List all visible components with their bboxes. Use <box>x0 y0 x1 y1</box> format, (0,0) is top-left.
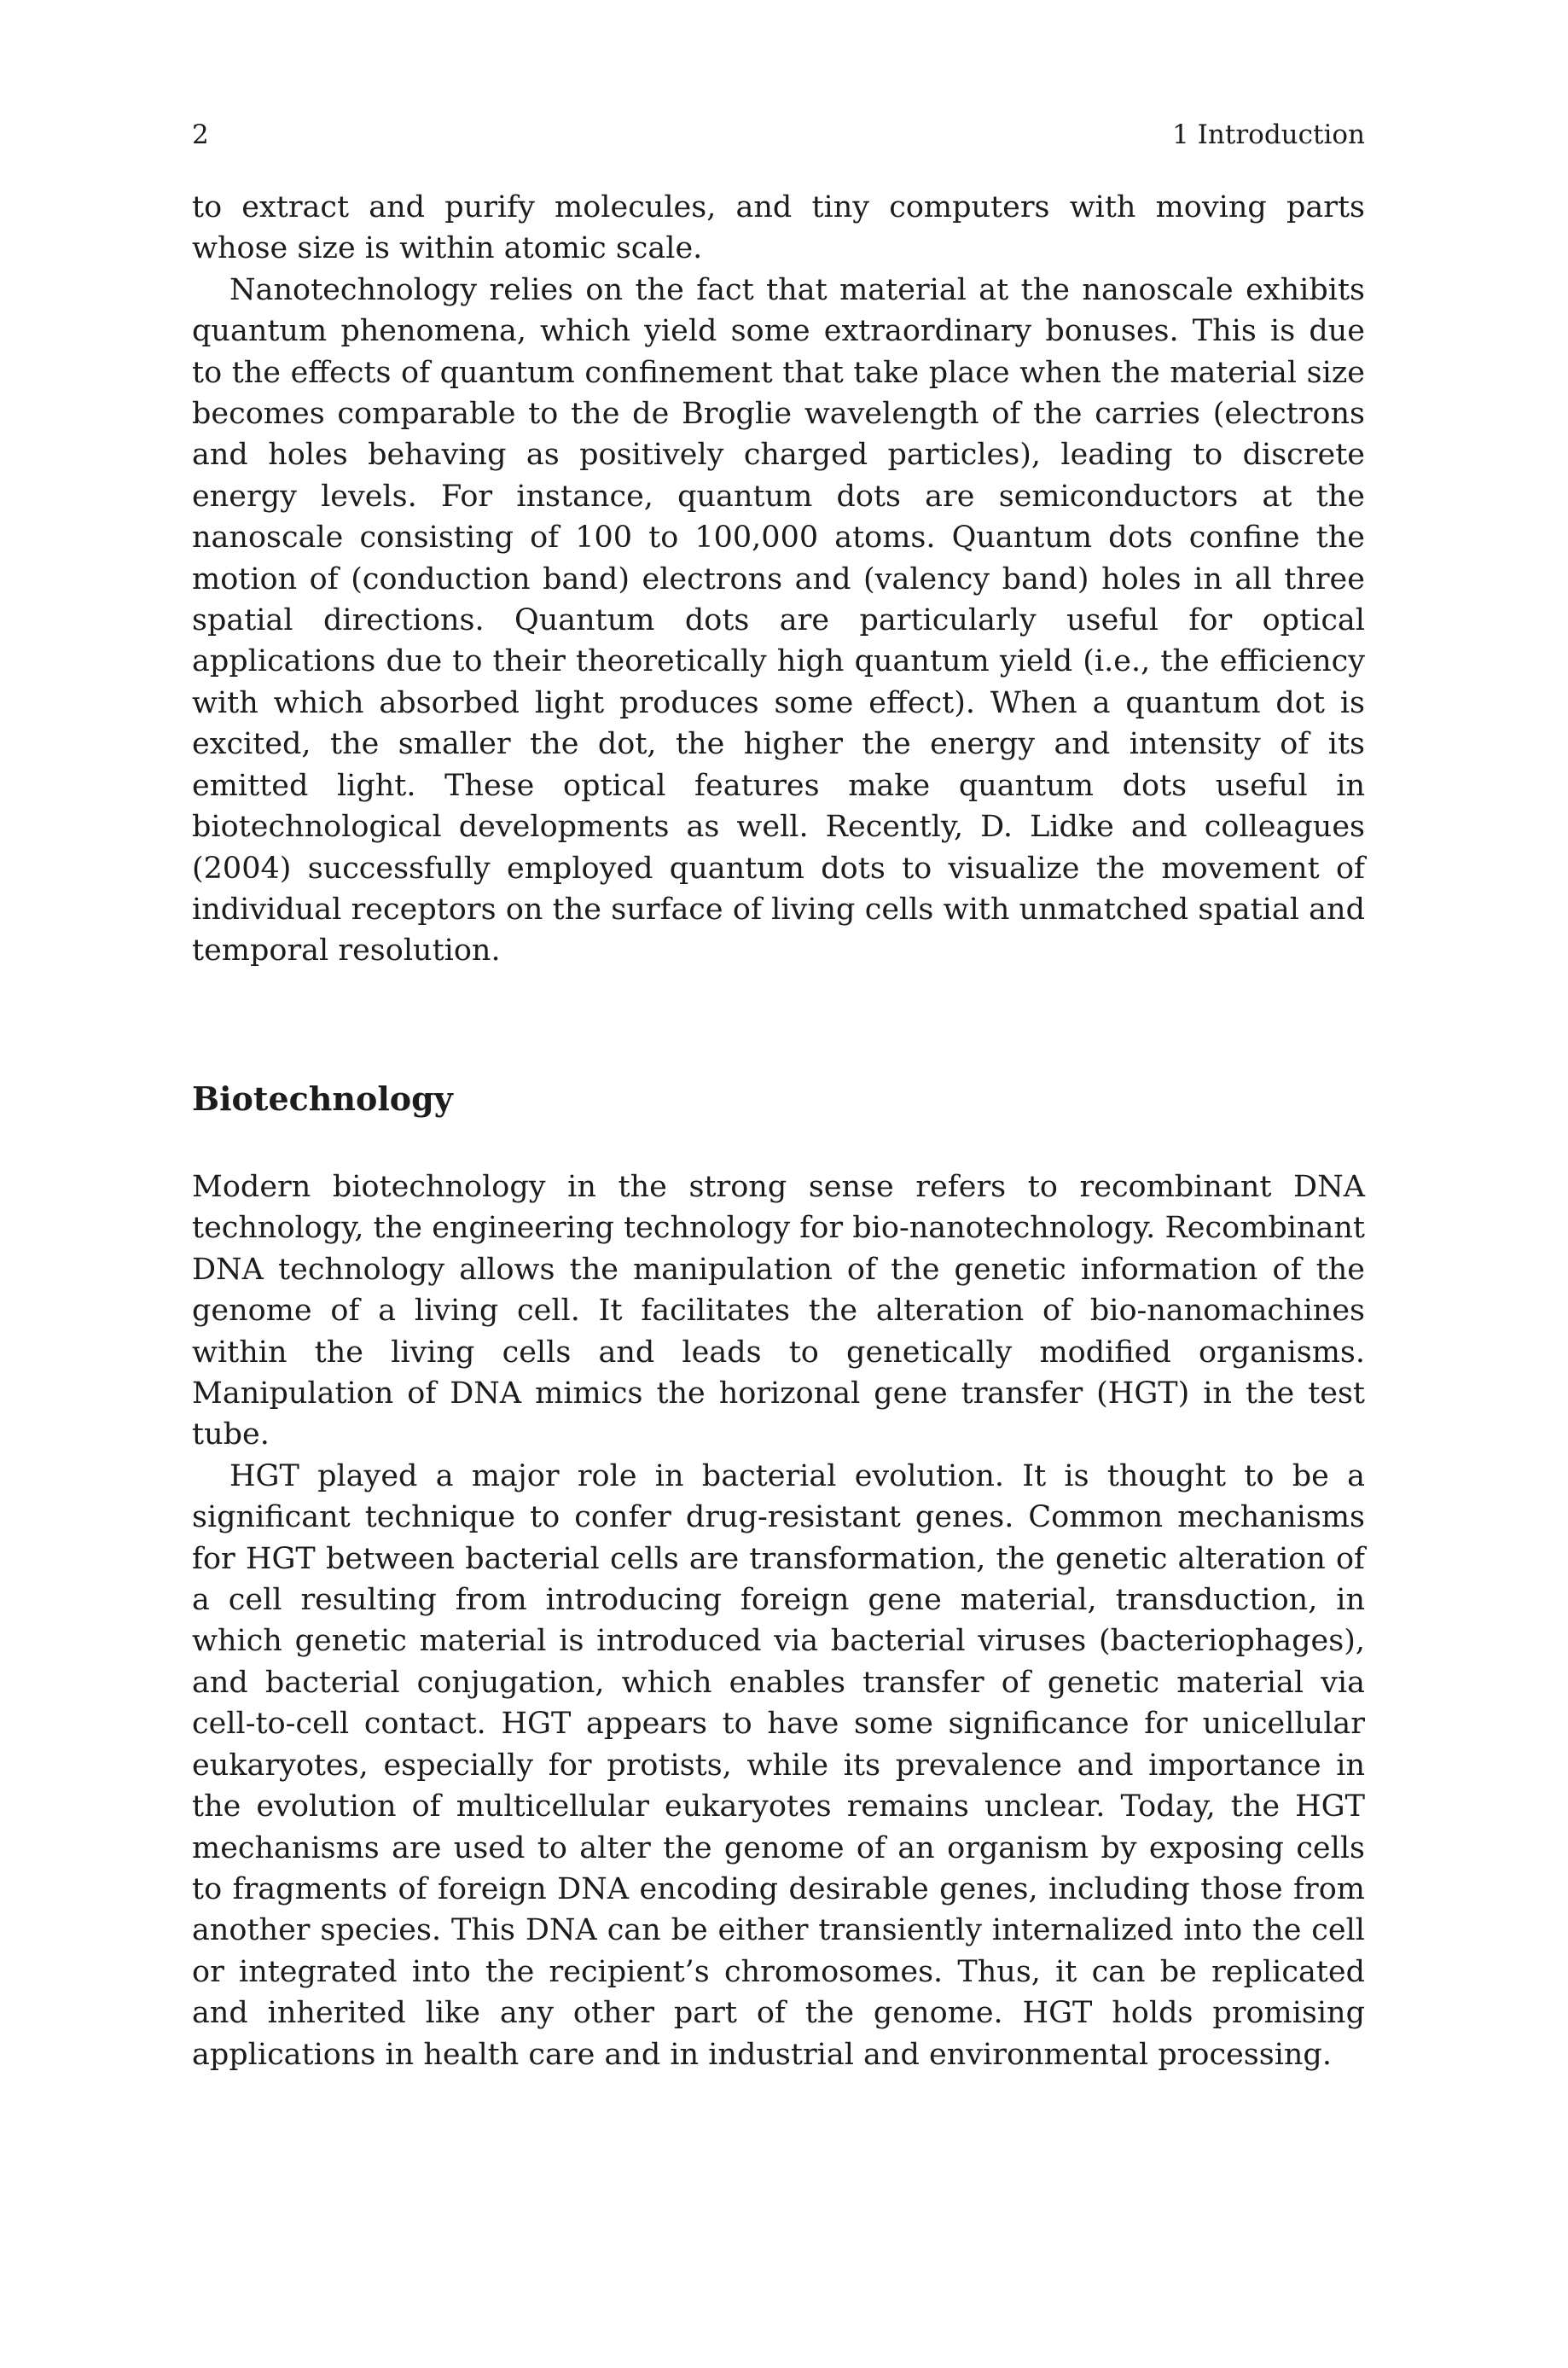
body-text-after-heading <box>192 1167 1365 2075</box>
running-head <box>192 116 1365 154</box>
chapter-title: 1 Introduction <box>1172 119 1365 150</box>
paragraph-nanotechnology: Nanotechnology relies on the fact that material at the nanoscale exhibits quantum phenomena, which yield some extraordinary bonuses. This is due to the effects of quantum confinement that take place when the material size becomes comparable to the de Broglie wavelength of the carries (electrons and holes behaving as positively charged particles), leading to discrete energy levels. For instance, quantum dots are semiconductors at the nanoscale consisting of 100 to 100,000 atoms. Quantum dots confine the motion of (conduction band) electrons and (valency band) holes in all three spatial directions. Quantum dots are particularly useful for optical applications due to their theoretically high quantum yield (i.e., the efficiency with which absorbed light produces some effect). When a quantum dot is excited, the smaller the dot, the higher the energy and intensity of its emitted light. These optical features make quantum dots useful in biotechnological developments as well. Recently, D. Lidke and colleagues (2004) successfully employed quantum dots to visualize the movement of individual receptors on the surface of living cells with unmatched spatial and temporal resolution. <box>192 272 1365 969</box>
body-text-before-heading <box>192 187 1365 972</box>
paragraph-continuation: to extract and purify molecules, and tiny computers with moving parts whose size is within atomic scale. <box>192 190 1365 266</box>
paragraph-modern-biotechnology: Modern biotechnology in the strong sense refers to recombinant DNA technology, the engineering technology for bio-nanotechnology. Recombinant DNA technology allows the manipulation of the genetic information of the genome of a living cell. It facilitates the alteration of bio-nanomachines within the living cells and leads to genetically modified organisms. Manipulation of DNA mimics the horizonal gene transfer (HGT) in the test tube. <box>192 1170 1365 1452</box>
paragraph-hgt: HGT played a major role in bacterial evolution. It is thought to be a significant technique to confer drug-resistant genes. Common mechanisms for HGT between bacterial cells are transformation, the genetic alteration of a cell resulting from introducing foreign gene material, transduction, in which genetic material is introduced via bacterial viruses (bacteriophages), and bacterial conjugation, which enables transfer of genetic material via cell-to-cell contact. HGT appears to have some significance for unicellular eukaryotes, especially for protists, while its prevalence and importance in the evolution of multicellular eukaryotes remains unclear. Today, the HGT mechanisms are used to alter the genome of an organism by exposing cells to fragments of foreign DNA encoding desirable genes, including those from another species. This DNA can be either transiently internalized into the cell or integrated into the recipient’s chromosomes. Thus, it can be replicated and inherited like any other part of the genome. HGT holds promising applications in health care and in industrial and environmental processing. <box>192 1458 1365 2072</box>
section-heading: Biotechnology <box>192 1079 453 1118</box>
page-number: 2 <box>192 119 209 150</box>
